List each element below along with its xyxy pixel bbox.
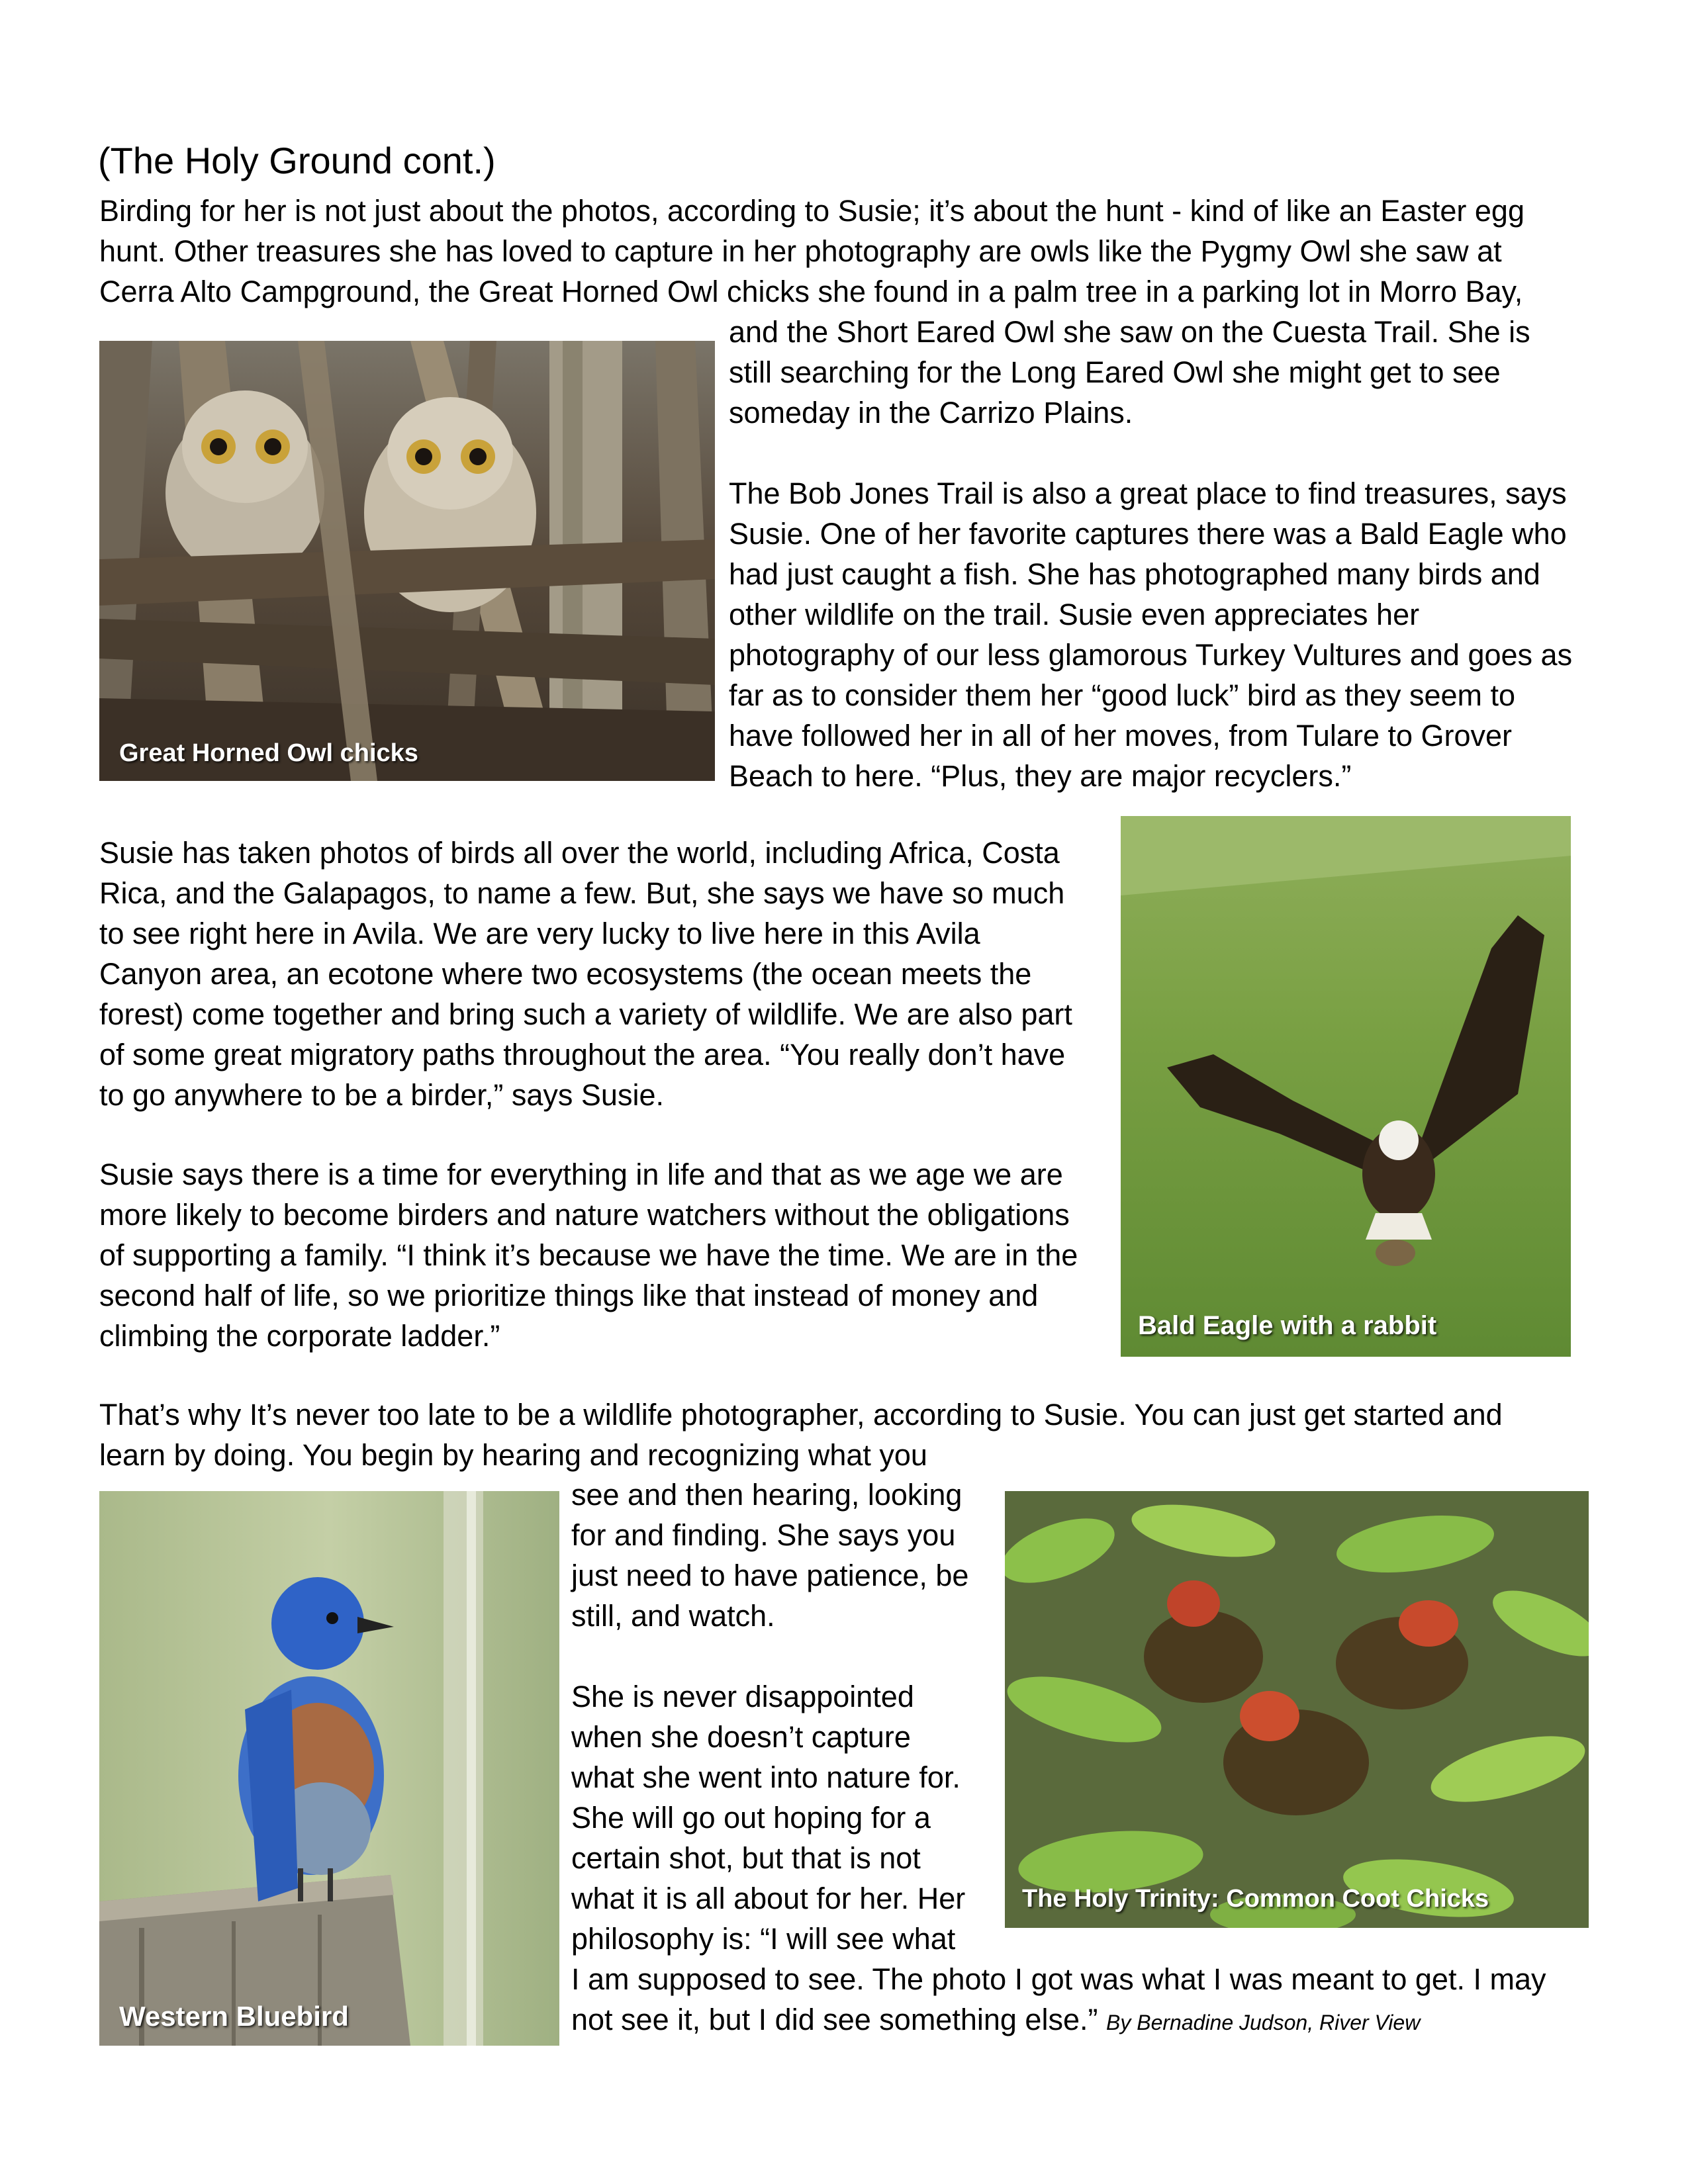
text-line: just need to have patience, be: [571, 1559, 969, 1592]
text-line: of supporting a family. “I think it’s because we have the time. We are in the: [99, 1238, 1078, 1272]
text-line: Beach to here. “Plus, they are major recyclers.”: [729, 759, 1352, 793]
text-line: certain shot, but that is not: [571, 1841, 921, 1875]
text-line: climbing the corporate ladder.”: [99, 1319, 500, 1353]
photo-western-bluebird: [99, 1491, 559, 2046]
text-line: Cerra Alto Campground, the Great Horned Owl chicks she found in a palm tree in a parking lot in Morro Bay,: [99, 275, 1523, 308]
text-line: still searching for the Long Eared Owl she might get to see: [729, 355, 1501, 389]
text-line: learn by doing. You begin by hearing and recognizing what you: [99, 1438, 927, 1472]
text-line: Susie. One of her favorite captures there was a Bald Eagle who: [729, 517, 1567, 551]
photo-bald-eagle: [1121, 816, 1571, 1357]
text-line: when she doesn’t capture: [571, 1720, 911, 1754]
photo-common-coot-chicks: [1005, 1491, 1589, 1928]
photo-caption-eagle: Bald Eagle with a rabbit: [1138, 1311, 1437, 1340]
text-line: The Bob Jones Trail is also a great place to find treasures, says: [729, 477, 1567, 510]
text-line: of some great migratory paths throughout the area. “You really don’t have: [99, 1038, 1066, 1071]
text-line: more likely to become birders and nature watchers without the obligations: [99, 1198, 1070, 1232]
text-line: Susie has taken photos of birds all over the world, including Africa, Costa: [99, 836, 1060, 870]
byline: By Bernadine Judson, River View: [1105, 2011, 1421, 2034]
text-line: Canyon area, an ecotone where two ecosystems (the ocean meets the: [99, 957, 1032, 991]
paragraph-closing: [571, 1959, 1546, 1999]
paragraph-bob-jones-trail: [729, 473, 1572, 796]
photo-caption-bluebird: Western Bluebird: [119, 2001, 349, 2032]
photo-great-horned-owl-chicks: [99, 341, 715, 781]
text-line: other wildlife on the trail. Susie even appreciates her: [729, 598, 1420, 631]
text-line: She is never disappointed: [571, 1680, 914, 1713]
paragraph-intro: [99, 191, 1524, 312]
text-line: I am supposed to see. The photo I got was what I was meant to get. I may: [571, 1962, 1546, 1996]
paragraph-owl-side: [729, 312, 1530, 433]
paragraph-never-disappointed: [571, 1676, 965, 1959]
photo-caption-owls: Great Horned Owl chicks: [119, 739, 418, 767]
text-line: see and then hearing, looking: [571, 1478, 962, 1512]
paragraph-see-and-hear: [571, 1475, 968, 1636]
text-line: Rica, and the Galapagos, to name a few. But, she says we have so much: [99, 876, 1065, 910]
page-title: (The Holy Ground cont.): [98, 140, 496, 181]
text-line: second half of life, so we prioritize things like that instead of money and: [99, 1279, 1039, 1312]
text-line: Susie says there is a time for everything in life and that as we age we are: [99, 1158, 1063, 1191]
text-line: for and finding. She says you: [571, 1518, 956, 1552]
text-line: far as to consider them her “good luck” bird as they seem to: [729, 678, 1516, 712]
text-line: She will go out hoping for a: [571, 1801, 931, 1835]
text-line: philosophy is: “I will see what: [571, 1922, 956, 1956]
text-line: and the Short Eared Owl she saw on the Cuesta Trail. She is: [729, 315, 1530, 349]
text-line: hunt. Other treasures she has loved to capture in her photography are owls like the Pygmy Owl she saw at: [99, 234, 1502, 268]
text-line: still, and watch.: [571, 1599, 775, 1633]
paragraph-world-birding: [99, 833, 1072, 1115]
photo-caption-coots: The Holy Trinity: Common Coot Chicks: [1022, 1885, 1489, 1913]
text-line: That’s why It’s never too late to be a wildlife photographer, according to Susie. You can just get started and: [99, 1398, 1503, 1432]
text-line: to go anywhere to be a birder,” says Susie.: [99, 1078, 664, 1112]
text-line: someday in the Carrizo Plains.: [729, 396, 1133, 430]
text-line: what she went into nature for.: [571, 1760, 961, 1794]
text-line: to see right here in Avila. We are very lucky to live here in this Avila: [99, 917, 980, 950]
text-line: forest) come together and bring such a variety of wildlife. We are also part: [99, 997, 1072, 1031]
closing-quote-text: not see it, but I did see something else.”: [571, 2003, 1098, 2036]
text-line: Birding for her is not just about the photos, according to Susie; it’s about the hunt - kind of like an Easter egg: [99, 194, 1524, 228]
text-line: photography of our less glamorous Turkey Vultures and goes as: [729, 638, 1573, 672]
text-line: have followed her in all of her moves, from Tulare to Grover: [729, 719, 1513, 752]
paragraph-closing-last-line: [571, 1999, 1420, 2043]
paragraph-never-too-late: [99, 1394, 1503, 1475]
paragraph-time-for-everything: [99, 1154, 1078, 1356]
text-line: had just caught a fish. She has photographed many birds and: [729, 557, 1540, 591]
text-line: what it is all about for her. Her: [571, 1882, 966, 1915]
